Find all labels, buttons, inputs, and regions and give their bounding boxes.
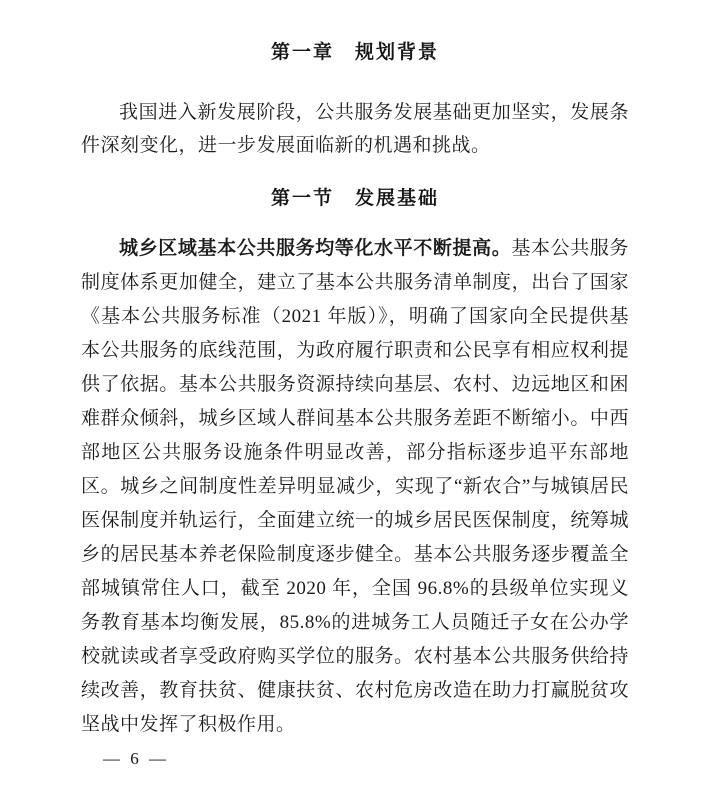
intro-paragraph: 我国进入新发展阶段，公共服务发展基础更加坚实，发展条件深刻变化，进一步发展面临新的机遇和挑战。 (81, 102, 629, 156)
body-text: 基本公共服务制度体系更加健全，建立了基本公共服务清单制度，出台了国家《基本公共服务标准（2021 年版）》，明确了国家向全民提供基本公共服务的底线范围，为政府履行职责和公民享有相应权利提供了依据。基本公共服务资源持续向基层、农村、边远地区和困难群众倾斜，城乡区域人群间基本公共服务差距不断缩小。中西部地区公共服务设施条件明显改善，部分指标逐步追平东部地区。城乡之间制度性差异明显减少，实现了“新农合”与城镇居民医保制度并轨运行，全面建立统一的城乡居民医保制度，统筹城乡的居民基本养老保险制度逐步健全。基本公共服务逐步覆盖全部城镇常住人口，截至 2020 年，全国 96.8%的县级单位实现义务教育基本均衡发展，85.8%的进城务工人员随迁子女在公办学校就读或者享受政府购买学位的服务。农村基本公共服务供给持续改善，教育扶贫、健康扶贫、农村危房改造在助力打赢脱贫攻坚战中发挥了积极作用。 (81, 238, 629, 735)
page-number: — 6 — (103, 749, 169, 768)
body-lead-sentence: 城乡区域基本公共服务均等化水平不断提高。 (119, 238, 512, 259)
chapter-title: 第一章 规划背景 (270, 42, 439, 63)
body-paragraph (81, 232, 629, 742)
section-title: 第一节 发展基础 (270, 188, 439, 209)
